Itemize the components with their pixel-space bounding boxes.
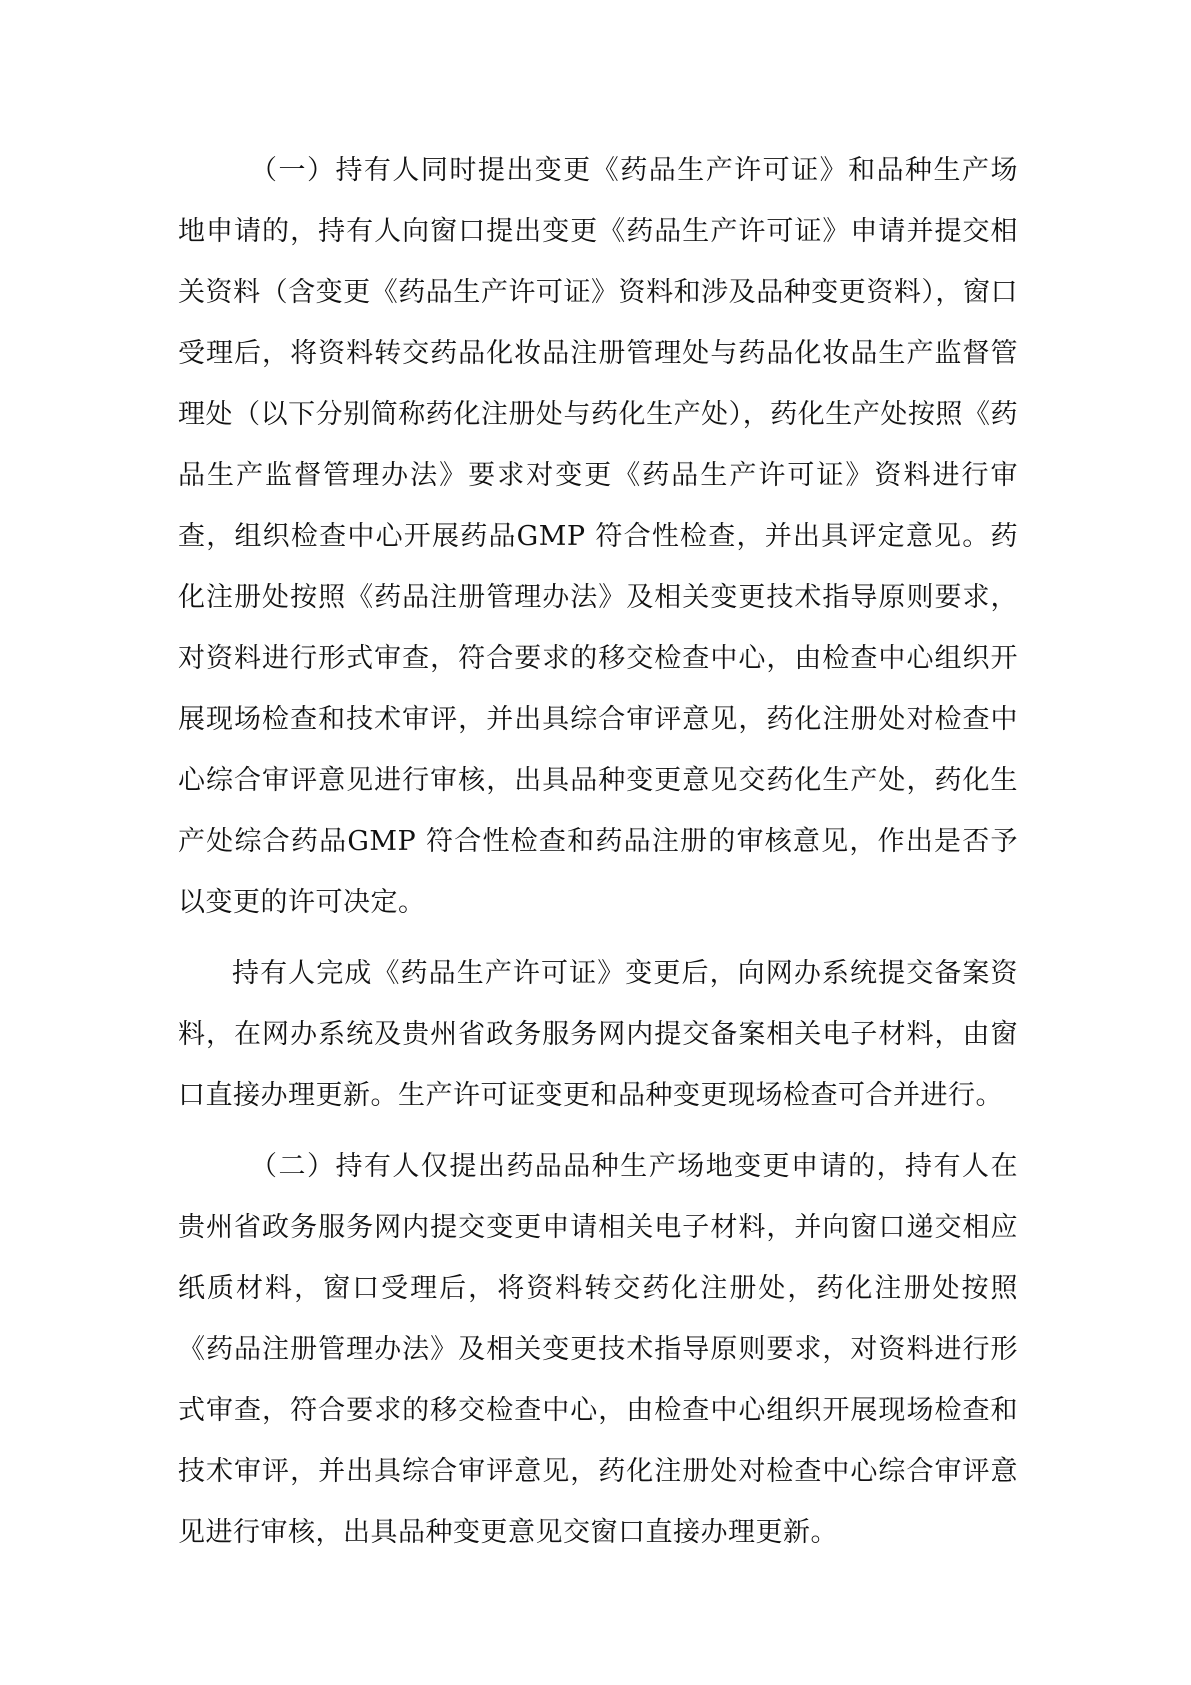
paragraph-3: （二）持有人仅提出药品品种生产场地变更申请的，持有人在贵州省政务服务网内提交变更申请相关电子材料，并向窗口递交相应纸质材料，窗口受理后，将资料转交药化注册处，药化注册处按照《药品注册管理办法》及相关变更技术指导原则要求，对资料进行形式审查，符合要求的移交检查中心，由检查中心组织开展现场检查和技术审评，并出具综合审评意见，药化注册处对检查中心综合审评意见进行审核，出具品种变更意见交窗口直接办理更新。 — [178, 1151, 1018, 1548]
paragraph-2: 持有人完成《药品生产许可证》变更后，向网办系统提交备案资料，在网办系统及贵州省政务服务网内提交备案相关电子材料，由窗口直接办理更新。生产许可证变更和品种变更现场检查可合并进行。 — [178, 958, 1018, 1111]
document-body — [178, 140, 1018, 1573]
paragraph-1: （一）持有人同时提出变更《药品生产许可证》和品种生产场地申请的，持有人向窗口提出变更《药品生产许可证》申请并提交相关资料（含变更《药品生产许可证》资料和涉及品种变更资料），窗口受理后，将资料转交药品化妆品注册管理处与药品化妆品生产监督管理处（以下分别简称药化注册处与药化生产处），药化生产处按照《药品生产监督管理办法》要求对变更《药品生产许可证》资料进行审查，组织检查中心开展药品GMP 符合性检查，并出具评定意见。药化注册处按照《药品注册管理办法》及相关变更技术指导原则要求，对资料进行形式审查，符合要求的移交检查中心，由检查中心组织开展现场检查和技术审评，并出具综合审评意见，药化注册处对检查中心综合审评意见进行审核，出具品种变更意见交药化生产处，药化生产处综合药品GMP 符合性检查和药品注册的审核意见，作出是否予以变更的许可决定。 — [178, 155, 1018, 918]
